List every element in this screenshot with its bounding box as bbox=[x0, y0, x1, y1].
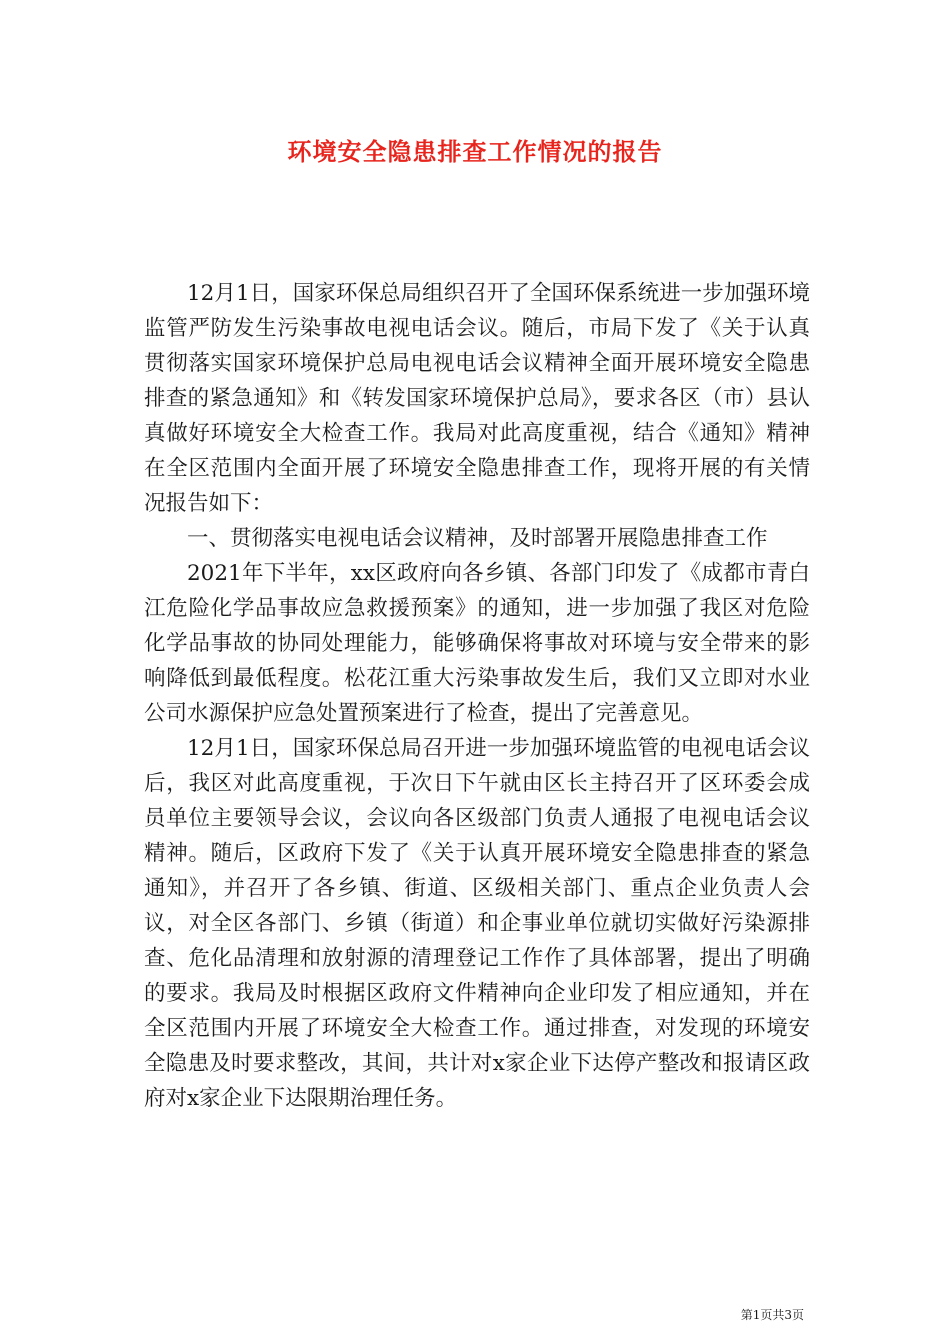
section-heading-1: 一、贯彻落实电视电话会议精神，及时部署开展隐患排查工作 bbox=[187, 526, 768, 551]
paragraph-meeting: 12月1日，国家环保总局召开进一步加强环境监管的电视电话会议后，我区对此高度重视，于次日下午就由区长主持召开了区环委会成员单位主要领导会议，会议向各区级部门负责人通报了电视电话会议精神。随后，区政府下发了《关于认真开展环境安全隐患排查的紧急通知》，并召开了各乡镇、街道、区级相关部门、重点企业负责人会议，对全区各部门、乡镇（街道）和企事业单位就切实做好污染源排查、危化品清理和放射源的清理登记工作作了具体部署，提出了明确的要求。我局及时根据区政府文件精神向企业印发了相应通知，并在全区范围内开展了环境安全大检查工作。通过排查，对发现的环境安全隐患及时要求整改，其间，共计对x家企业下达停产整改和报请区政府对x家企业下达限期治理任务。 bbox=[144, 736, 810, 1111]
paragraph-plan: 2021年下半年，xx区政府向各乡镇、各部门印发了《成都市青白江危险化学品事故应急救援预案》的通知，进一步加强了我区对危险化学品事故的协同处理能力，能够确保将事故对环境与安全带来的影响降低到最低程度。松花江重大污染事故发生后，我们又立即对水业公司水源保护应急处置预案进行了检查，提出了完善意见。 bbox=[144, 561, 810, 726]
document-body bbox=[144, 276, 810, 1116]
document-title: 环境安全隐患排查工作情况的报告 bbox=[287, 137, 663, 166]
paragraph-intro: 12月1日，国家环保总局组织召开了全国环保系统进一步加强环境监管严防发生污染事故电视电话会议。随后，市局下发了《关于认真贯彻落实国家环境保护总局电视电话会议精神全面开展环境安全隐患排查的紧急通知》和《转发国家环境保护总局》，要求各区（市）县认真做好环境安全大检查工作。我局对此高度重视，结合《通知》精神在全区范围内全面开展了环境安全隐患排查工作，现将开展的有关情况报告如下： bbox=[144, 281, 810, 516]
page-number: 第1页共3页 bbox=[740, 1308, 804, 1322]
